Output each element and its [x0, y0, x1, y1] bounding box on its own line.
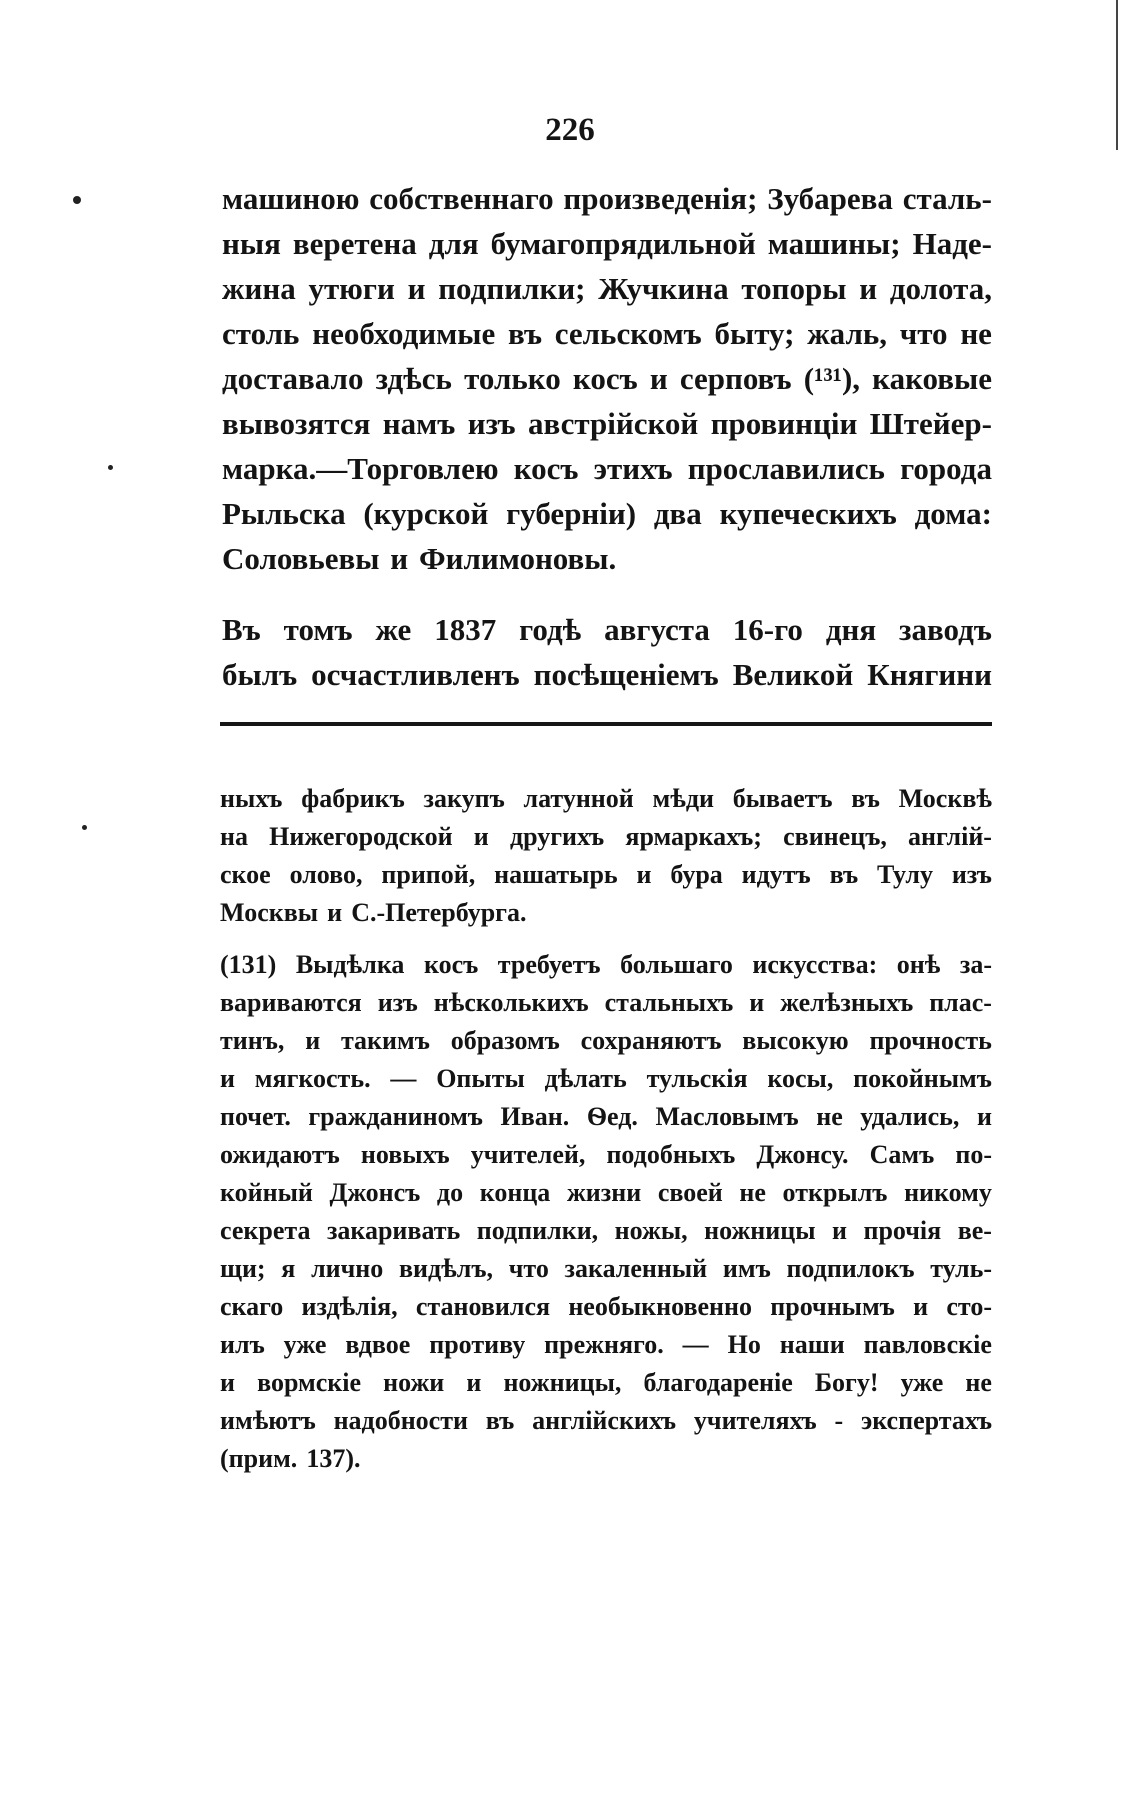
- word: Масловымъ: [655, 1102, 799, 1131]
- word: Рыльска: [222, 496, 346, 531]
- text-line: [222, 446, 992, 491]
- text-line: [222, 607, 992, 652]
- word: доставало: [222, 361, 364, 396]
- word: косы,: [767, 1064, 834, 1093]
- word: дня: [825, 612, 877, 647]
- word: закаленный: [564, 1254, 708, 1283]
- word: и: [305, 1026, 321, 1055]
- text-line: [220, 1364, 992, 1402]
- word: олово,: [289, 860, 363, 889]
- word: и: [327, 898, 343, 927]
- word: провинціи: [710, 406, 858, 441]
- word: и: [220, 1368, 235, 1397]
- word: Великой: [732, 657, 854, 692]
- word: англійскихъ: [532, 1406, 677, 1435]
- word: Самъ: [869, 1140, 935, 1169]
- paragraph-1: [222, 176, 992, 581]
- word: конца: [479, 1178, 551, 1207]
- word: вывозятся: [222, 406, 371, 441]
- word: плас-: [929, 988, 992, 1017]
- word: же: [375, 612, 412, 647]
- word: только: [464, 361, 561, 396]
- word: и: [390, 541, 409, 576]
- footnote-131: [220, 946, 992, 1478]
- word: прославились: [687, 451, 885, 486]
- footnote-separator: [220, 722, 992, 726]
- text-line: [222, 491, 992, 536]
- word: осчастливленъ: [311, 657, 520, 692]
- word: столь: [222, 316, 300, 351]
- word: подпилки,: [476, 1216, 599, 1245]
- word: припой,: [381, 860, 476, 889]
- word: Жучкина: [598, 271, 729, 306]
- word: прочнымъ: [770, 1292, 895, 1321]
- word: илъ: [220, 1330, 265, 1359]
- word: сохраняютъ: [580, 1026, 722, 1055]
- word: 137).: [306, 1444, 361, 1473]
- word: подпилки;: [438, 271, 586, 306]
- word: годѣ: [519, 612, 582, 647]
- word: -: [834, 1406, 844, 1435]
- word: требуетъ: [497, 950, 601, 979]
- word: два: [653, 496, 702, 531]
- word: бура: [670, 860, 723, 889]
- text-line: [222, 311, 992, 356]
- word: имъ: [722, 1254, 771, 1283]
- word: лично: [311, 1254, 384, 1283]
- word: туль-: [930, 1254, 992, 1283]
- word: заводъ: [899, 612, 992, 647]
- text-line: [222, 176, 992, 221]
- word: искусства:: [752, 950, 878, 979]
- word: губерніи): [506, 496, 637, 531]
- word: Соловьевы: [222, 541, 380, 576]
- text-line: [220, 818, 992, 856]
- word: Княгини: [867, 657, 992, 692]
- word: тинъ,: [220, 1026, 285, 1055]
- word: сто-: [946, 1292, 992, 1321]
- word: подобныхъ: [606, 1140, 736, 1169]
- word: веретена: [292, 226, 417, 261]
- word: учителей,: [470, 1140, 586, 1169]
- word: ве-: [957, 1216, 992, 1245]
- text-line: [220, 1288, 992, 1326]
- text-line: [220, 1098, 992, 1136]
- word: почет.: [220, 1102, 291, 1131]
- word: стальныхъ: [604, 988, 734, 1017]
- word: прежняго.: [544, 1330, 664, 1359]
- word: жина: [222, 271, 296, 306]
- text-line: [220, 984, 992, 1022]
- word: идутъ: [741, 860, 811, 889]
- word: Богу!: [814, 1368, 879, 1397]
- word: мягкость.: [254, 1064, 371, 1093]
- text-line: [220, 1440, 992, 1478]
- word: и: [649, 361, 668, 396]
- word: закупъ: [423, 784, 505, 813]
- word: томъ: [283, 612, 353, 647]
- word: образомъ: [450, 1026, 560, 1055]
- word: Тулу: [876, 860, 933, 889]
- page-number: 226: [545, 112, 595, 148]
- text-line: [220, 894, 992, 932]
- word: прочія: [863, 1216, 942, 1245]
- word: былъ: [222, 657, 298, 692]
- word: для: [428, 226, 479, 261]
- word: утюги: [308, 271, 395, 306]
- text-line: [220, 1250, 992, 1288]
- word: и: [220, 1064, 235, 1093]
- margin-dot: [73, 196, 81, 204]
- word: изъ: [377, 988, 418, 1017]
- word: намъ: [382, 406, 456, 441]
- word: вдвое: [345, 1330, 411, 1359]
- word: ножницы: [704, 1216, 816, 1245]
- word: я: [281, 1254, 296, 1283]
- word: вариваются: [220, 988, 362, 1017]
- word: каковые: [872, 361, 992, 396]
- word: ярмаркахъ;: [625, 822, 762, 851]
- word: уже: [283, 1330, 327, 1359]
- word: ныя: [222, 226, 281, 261]
- word: нашатырь: [494, 860, 618, 889]
- word: никому: [904, 1178, 992, 1207]
- word: благодареніе: [643, 1368, 793, 1397]
- word: 16-го: [732, 612, 803, 647]
- word: австрійской: [528, 406, 699, 441]
- word: дома:: [914, 496, 992, 531]
- word: въ: [829, 860, 859, 889]
- text-line: [220, 1060, 992, 1098]
- word: косъ: [572, 361, 638, 396]
- text-line: [220, 1022, 992, 1060]
- word: вормскіе: [257, 1368, 362, 1397]
- word: собственнаго: [369, 181, 554, 216]
- word: ныхъ: [220, 784, 283, 813]
- text-line: [220, 856, 992, 894]
- word: въ: [507, 316, 543, 351]
- word: Выдѣлка: [295, 950, 405, 979]
- word: Джонсу.: [756, 1140, 849, 1169]
- word: мѣди: [652, 784, 714, 813]
- word: —: [390, 1064, 417, 1093]
- word: и: [473, 822, 489, 851]
- word: Иван.: [500, 1102, 570, 1131]
- word: косъ: [513, 451, 579, 486]
- word: и: [913, 1292, 929, 1321]
- text-line: [220, 1174, 992, 1212]
- word: не: [739, 1178, 766, 1207]
- word: желѣзныхъ: [780, 988, 914, 1017]
- word: подпилокъ: [786, 1254, 915, 1283]
- word: уже: [900, 1368, 944, 1397]
- text-line: [220, 780, 992, 818]
- margin-dot: [82, 825, 87, 830]
- text-line: [222, 536, 992, 581]
- word: нѣсколькихъ: [433, 988, 589, 1017]
- text-line: [222, 401, 992, 446]
- word: ножы,: [614, 1216, 688, 1245]
- word: и: [636, 860, 652, 889]
- word: павловскіе: [863, 1330, 992, 1359]
- word: Филимоновы.: [419, 541, 617, 576]
- word: покойнымъ: [853, 1064, 992, 1093]
- word: открылъ: [782, 1178, 888, 1207]
- word: закаривать: [326, 1216, 461, 1245]
- text-line: [220, 1136, 992, 1174]
- word: посѣщеніемъ: [533, 657, 719, 692]
- word: своей: [657, 1178, 723, 1207]
- word: Джонсъ: [329, 1178, 421, 1207]
- word: гражданиномъ: [308, 1102, 483, 1131]
- word: Но: [727, 1330, 761, 1359]
- word: ожидаютъ: [220, 1140, 340, 1169]
- word: августа: [604, 612, 710, 647]
- word: противу: [429, 1330, 526, 1359]
- word: въ: [485, 1406, 515, 1435]
- word: марка.—Торговлею: [222, 451, 499, 486]
- word: не: [816, 1102, 843, 1131]
- word: и: [407, 271, 426, 306]
- word: высокую: [742, 1026, 849, 1055]
- word: изъ: [467, 406, 516, 441]
- word: машиною: [222, 181, 360, 216]
- word: Въ: [222, 612, 261, 647]
- word: секрета: [220, 1216, 311, 1245]
- word: изъ: [951, 860, 992, 889]
- word: по-: [955, 1140, 992, 1169]
- word: экспертахъ: [860, 1406, 992, 1435]
- word: Ѳед.: [586, 1102, 638, 1131]
- word: дѣлать: [544, 1064, 627, 1093]
- word: надобности: [333, 1406, 468, 1435]
- word: издѣлія,: [301, 1292, 398, 1321]
- word: 1837: [434, 612, 497, 647]
- word: бумагопрядильной: [490, 226, 756, 261]
- word: Москвѣ: [898, 784, 992, 813]
- word: купеческихъ: [719, 496, 897, 531]
- word: Штейер-: [869, 406, 992, 441]
- word: машины;: [767, 226, 901, 261]
- word: щи;: [220, 1254, 266, 1283]
- word: топоры: [741, 271, 847, 306]
- word: такимъ: [340, 1026, 430, 1055]
- word: и: [976, 1102, 992, 1131]
- text-line: [222, 266, 992, 311]
- text-line: [220, 1326, 992, 1364]
- word: латунной: [523, 784, 634, 813]
- word: сталь-: [902, 181, 992, 216]
- footnote-continuation: [220, 780, 992, 932]
- word: жизни: [566, 1178, 642, 1207]
- word: этихъ: [593, 451, 673, 486]
- word: (курской: [363, 496, 489, 531]
- word: что: [899, 316, 948, 351]
- word: произведенія;: [563, 181, 758, 216]
- word: скаго: [220, 1292, 284, 1321]
- word: ское: [220, 860, 271, 889]
- word: Москвы: [220, 898, 319, 927]
- text-line: [220, 1212, 992, 1250]
- word: и: [832, 1216, 848, 1245]
- word: необыкновенно: [568, 1292, 753, 1321]
- word: другихъ: [509, 822, 605, 851]
- word: Зубарева: [767, 181, 893, 216]
- word: необходимые: [312, 316, 496, 351]
- word: долота,: [889, 271, 992, 306]
- word: ножницы,: [503, 1368, 622, 1397]
- margin-dot: [108, 465, 113, 470]
- paragraph-2: [222, 607, 992, 697]
- word: Наде-: [912, 226, 992, 261]
- word: С.-Петербурга.: [351, 898, 527, 927]
- word: не: [965, 1368, 992, 1397]
- word: косъ: [423, 950, 479, 979]
- word: большаго: [620, 950, 733, 979]
- word: удались,: [860, 1102, 960, 1131]
- text-line: [220, 946, 992, 984]
- word: видѣлъ,: [399, 1254, 494, 1283]
- word: и: [749, 988, 765, 1017]
- word: Опыты: [436, 1064, 525, 1093]
- word: тульскія: [646, 1064, 748, 1093]
- word: въ: [851, 784, 880, 813]
- word: серповъ: [679, 361, 792, 396]
- word: бываетъ: [732, 784, 833, 813]
- word: новыхъ: [360, 1140, 450, 1169]
- word: (прим.: [220, 1444, 298, 1473]
- word: онѣ: [896, 950, 941, 979]
- word: англій-: [908, 822, 992, 851]
- text-line: [222, 221, 992, 266]
- word: учителяхъ: [693, 1406, 817, 1435]
- word: свинецъ,: [783, 822, 887, 851]
- text-line: [222, 356, 992, 401]
- word: —: [682, 1330, 709, 1359]
- word: здѣсь: [375, 361, 452, 396]
- word: Нижегородской: [269, 822, 453, 851]
- word: прочность: [869, 1026, 992, 1055]
- word: (¹³¹),: [803, 361, 861, 396]
- footnotes: [220, 780, 992, 1478]
- word: не: [960, 316, 992, 351]
- word: что: [508, 1254, 549, 1283]
- text-line: [220, 1402, 992, 1440]
- word: быту;: [714, 316, 795, 351]
- word: становился: [415, 1292, 551, 1321]
- word: ножи: [383, 1368, 445, 1397]
- word: и: [859, 271, 878, 306]
- word: жаль,: [807, 316, 887, 351]
- word: на: [220, 822, 248, 851]
- word: фабрикъ: [301, 784, 405, 813]
- word: города: [900, 451, 992, 486]
- text-line: [222, 652, 992, 697]
- word: до: [436, 1178, 464, 1207]
- word: за-: [959, 950, 992, 979]
- word: койный: [220, 1178, 313, 1207]
- word: и: [466, 1368, 482, 1397]
- main-text: [222, 176, 992, 697]
- word: (131): [220, 950, 277, 979]
- word: имѣютъ: [220, 1406, 316, 1435]
- word: сельскомъ: [554, 316, 702, 351]
- word: наши: [779, 1330, 845, 1359]
